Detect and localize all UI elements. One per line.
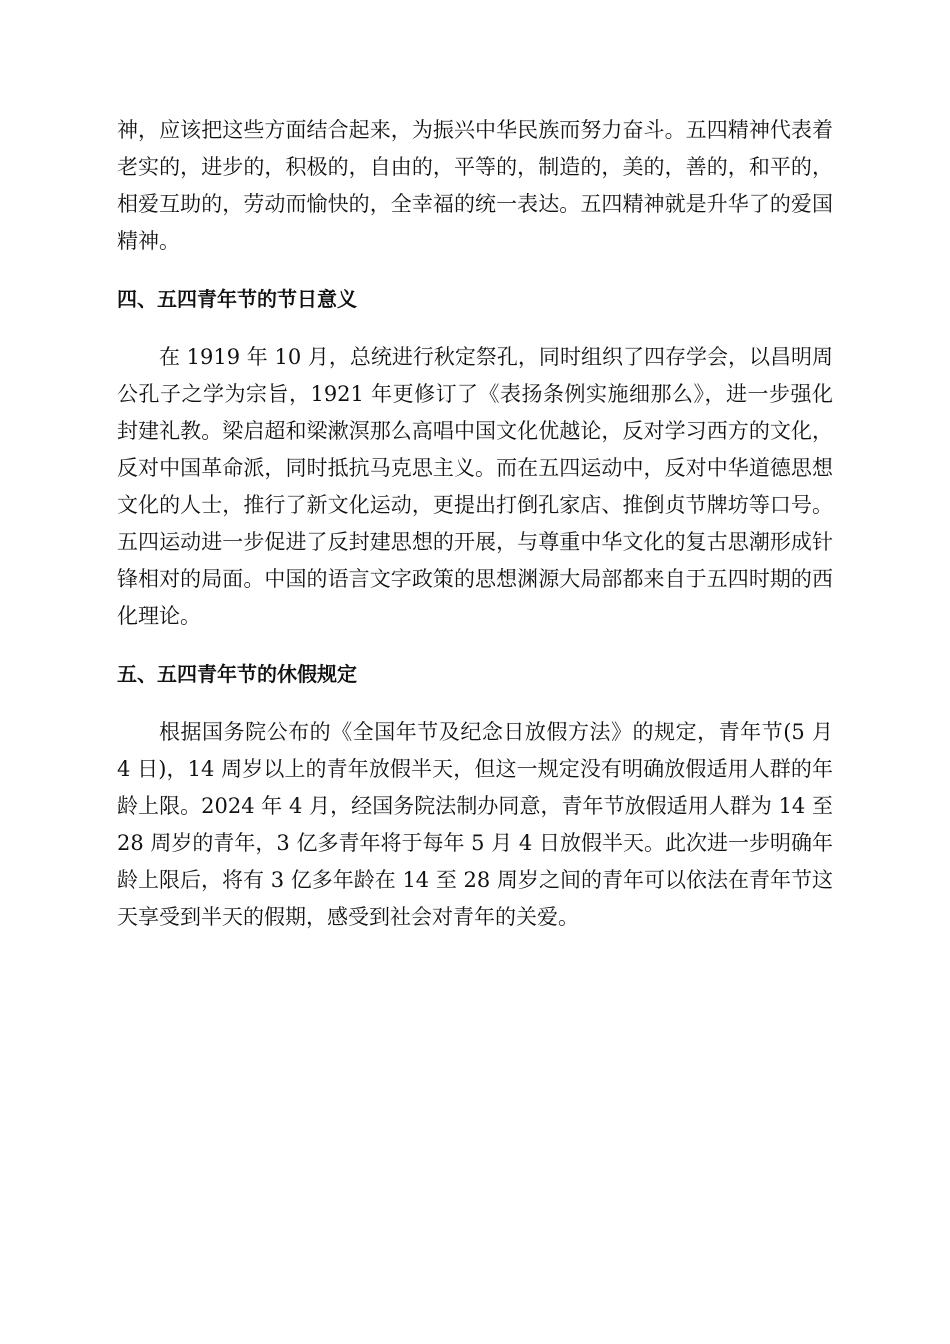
heading-holiday-rules: 五、五四青年节的休假规定: [117, 662, 357, 686]
paragraph-festival-significance: 在 1919 年 10 月，总统进行秋定祭孔，同时组织了四存学会，以昌明周公孔子之学为宗旨，1921 年更修订了《表扬条例实施细那么》，进一步强化封建礼教。梁启超和梁漱溟那么高唱中国文化优越论，反对学习西方的文化，反对中国革命派，同时抵抗马克思主义。而在五四运动中，反对中华道德思想文化的人士，推行了新文化运动，更提出打倒孔家店、推倒贞节牌坊等口号。五四运动进一步促进了反封建思想的开展，与尊重中华文化的复古思潮形成针锋相对的局面。中国的语言文字政策的思想渊源大局部都来自于五四时期的西化理论。: [117, 345, 833, 628]
heading-festival-significance: 四、五四青年节的节日意义: [117, 287, 357, 311]
paragraph-wusi-spirit: 神，应该把这些方面结合起来，为振兴中华民族而努力奋斗。五四精神代表着老实的，进步的，积极的，自由的，平等的，制造的，美的，善的，和平的，相爱互助的，劳动而愉快的，全幸福的统一表达。五四精神就是升华了的爱国精神。: [117, 118, 833, 253]
document-body: [117, 112, 833, 936]
paragraph-holiday-rules: 根据国务院公布的《全国年节及纪念日放假方法》的规定，青年节(5 月 4 日)，14 周岁以上的青年放假半天，但这一规定没有明确放假适用人群的年龄上限。2024 年 4 月，经国务院法制办同意，青年节放假适用人群为 14 至 28 周岁的青年，3 亿多青年将于每年 5 月 4 日放假半天。此次进一步明确年龄上限后，将有 3 亿多年龄在 14 至 28 周岁之间的青年可以依法在青年节这天享受到半天的假期，感受到社会对青年的关爱。: [117, 720, 833, 929]
